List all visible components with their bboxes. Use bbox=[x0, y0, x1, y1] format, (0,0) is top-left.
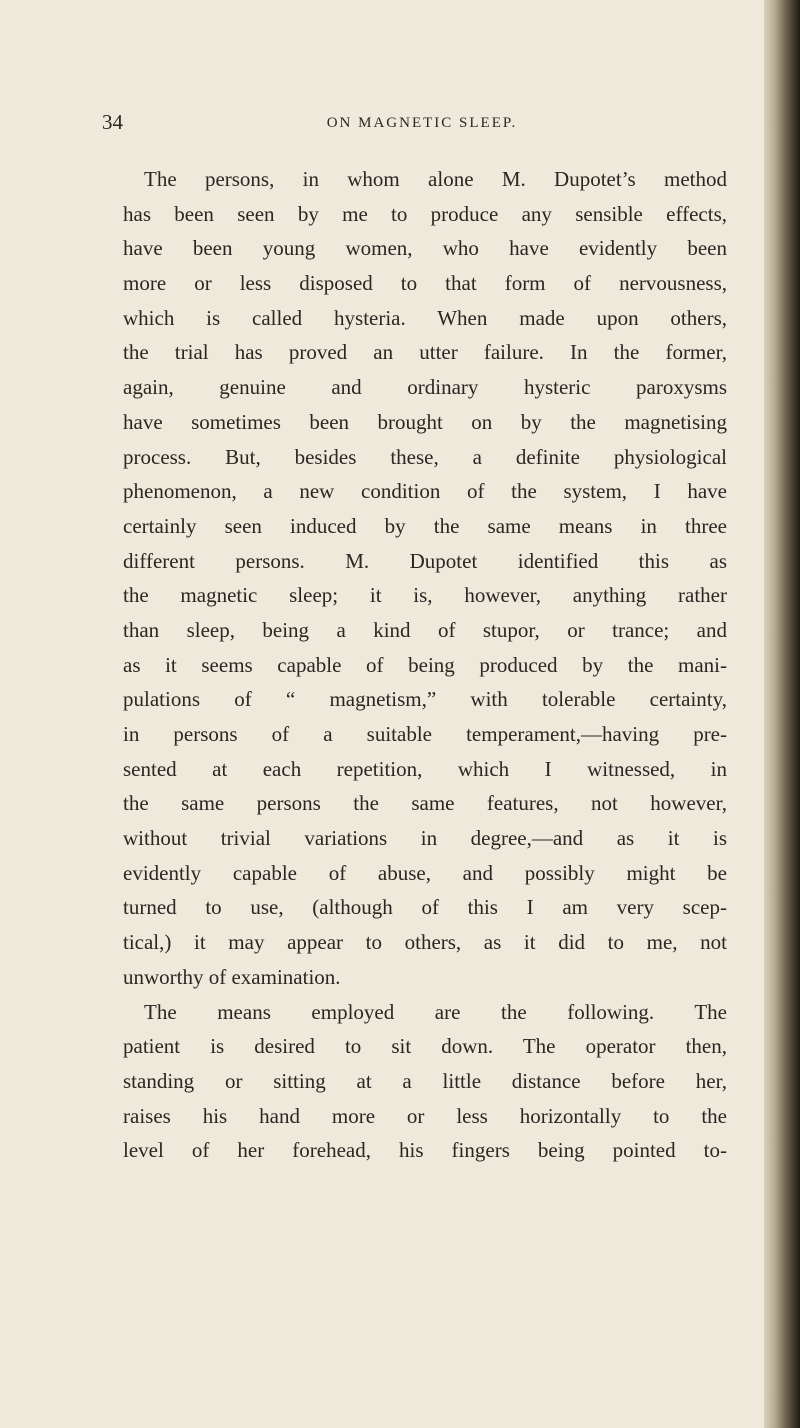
text-line: more or less disposed to that form of nervousness, bbox=[123, 271, 727, 296]
binding-edge bbox=[764, 0, 800, 1428]
text-line: tical,) it may appear to others, as it did to me, not bbox=[123, 930, 727, 955]
text-line: phenomenon, a new condition of the system, I have bbox=[123, 479, 727, 504]
text-line: different persons. M. Dupotet identified this as bbox=[123, 548, 727, 573]
text-line: patient is desired to sit down. The operator then, bbox=[123, 1034, 727, 1059]
text-line: The means employed are the following. The bbox=[144, 999, 727, 1024]
text-line: certainly seen induced by the same means in three bbox=[123, 513, 727, 538]
page-number: 34 bbox=[102, 110, 123, 134]
text-line: as it seems capable of being produced by the mani- bbox=[123, 652, 727, 677]
text-line: without trivial variations in degree,—and as it is bbox=[123, 826, 727, 851]
text-line: turned to use, (although of this I am very scep- bbox=[123, 895, 727, 920]
text-line: the same persons the same features, not however, bbox=[123, 791, 727, 816]
text-line: than sleep, being a kind of stupor, or trance; and bbox=[123, 617, 727, 642]
text-line: level of her forehead, his fingers being pointed to- bbox=[123, 1138, 727, 1163]
text-line: sented at each repetition, which I witnessed, in bbox=[123, 756, 727, 781]
body-text bbox=[123, 162, 727, 1168]
running-head bbox=[102, 110, 742, 150]
text-line: standing or sitting at a little distance before her, bbox=[123, 1068, 727, 1093]
text-line: in persons of a suitable temperament,—having pre- bbox=[123, 722, 727, 746]
text-line: has been seen by me to produce any sensible effects, bbox=[123, 201, 727, 226]
text-line: The persons, in whom alone M. Dupotet’s method bbox=[144, 167, 727, 191]
running-title: ON MAGNETIC SLEEP. bbox=[326, 115, 518, 131]
text-line: pulations of “ magnetism,” with tolerable certainty, bbox=[123, 687, 727, 712]
text-line: again, genuine and ordinary hysteric paroxysms bbox=[123, 375, 727, 400]
text-line: the trial has proved an utter failure. In the former, bbox=[123, 340, 727, 365]
text-line: evidently capable of abuse, and possibly might be bbox=[123, 860, 727, 885]
text-line: have been young women, who have evidently been bbox=[123, 236, 727, 261]
text-line: process. But, besides these, a definite physiological bbox=[123, 444, 727, 469]
text-line: have sometimes been brought on by the magnetising bbox=[123, 409, 727, 434]
text-line: raises his hand more or less horizontally to the bbox=[123, 1103, 727, 1128]
text-line: which is called hysteria. When made upon others, bbox=[123, 305, 727, 330]
text-line: the magnetic sleep; it is, however, anything rather bbox=[123, 583, 727, 608]
text-line: unworthy of examination. bbox=[123, 964, 341, 989]
